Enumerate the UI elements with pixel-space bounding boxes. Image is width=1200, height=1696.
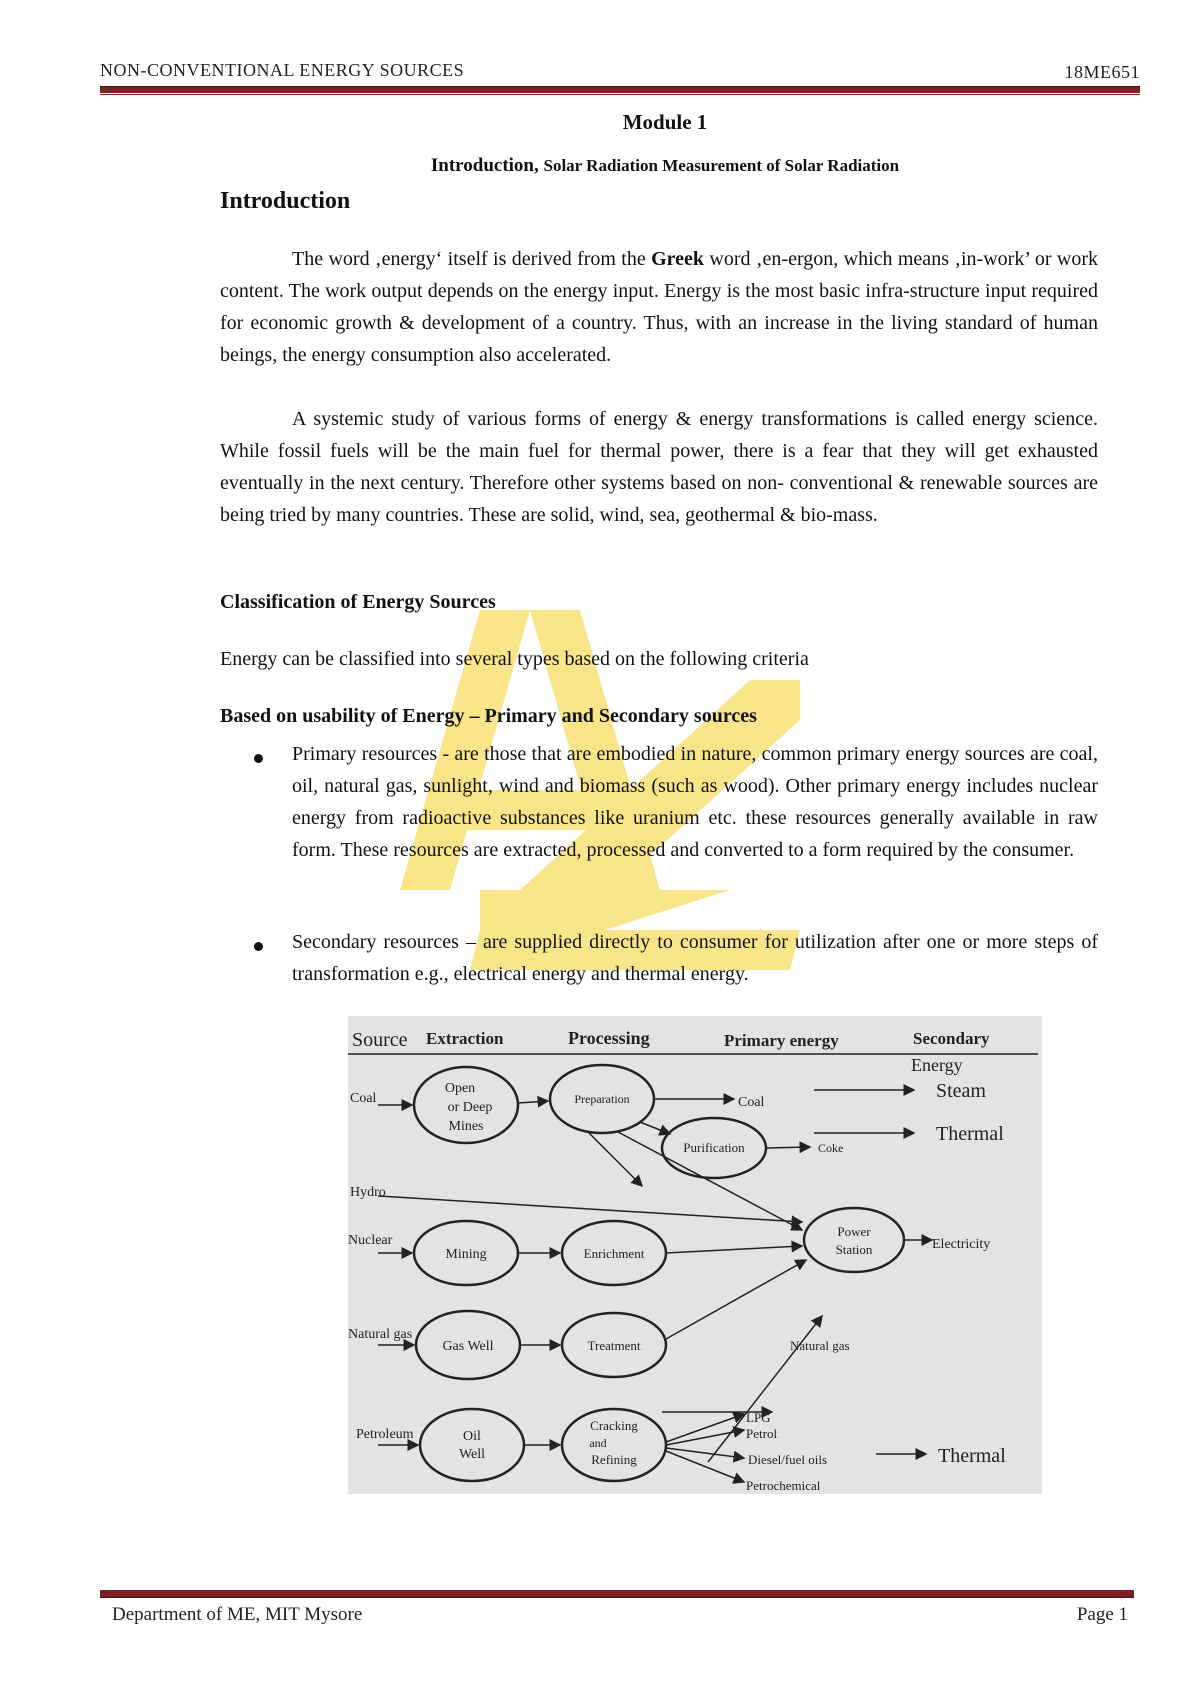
subtitle-rest: Solar Radiation Measurement of Solar Radiation: [543, 156, 900, 175]
fig-output-petrochemical: Petrochemical: [746, 1478, 821, 1493]
fig-label-power-1: Power: [837, 1224, 871, 1239]
fig-label-treatment: Treatment: [587, 1338, 641, 1353]
fig-output-thermal-2: Thermal: [938, 1445, 1006, 1467]
fig-label-power-2: Station: [835, 1242, 873, 1257]
bullet-icon: [254, 942, 263, 951]
header-rule: [100, 86, 1140, 93]
fig-output-electricity: Electricity: [932, 1237, 991, 1252]
fig-output-petrol: Petrol: [746, 1426, 778, 1441]
fig-header-secondary: Secondary: [913, 1029, 990, 1048]
fig-source-coal: Coal: [350, 1091, 377, 1106]
classification-heading: Classification of Energy Sources: [220, 591, 496, 613]
fig-output-coke: Coke: [818, 1141, 844, 1155]
page-footer: [112, 1604, 1128, 1626]
classification-text: Energy can be classified into several types based on the following criteria: [220, 648, 809, 670]
fig-output-thermal-1: Thermal: [936, 1123, 1004, 1145]
fig-source-petroleum: Petroleum: [356, 1427, 414, 1442]
fig-label-oil-1: Oil: [463, 1429, 481, 1444]
fig-label-mines-3: Mines: [448, 1119, 484, 1134]
bullet-icon: [254, 754, 263, 763]
fig-label-crack-1: Cracking: [590, 1418, 638, 1433]
fig-header-primary: Primary energy: [724, 1031, 839, 1050]
fig-source-natural-gas: Natural gas: [348, 1327, 413, 1342]
module-title: Module 1: [622, 110, 708, 134]
fig-label-preparation: Preparation: [574, 1092, 630, 1106]
bullet-secondary: Secondary resources – are supplied directly to consumer for utilization after one or more steps of transformation e.g., electrical energy and thermal energy.: [292, 931, 1098, 985]
fig-node-power-station: [804, 1208, 904, 1272]
footer-rule: [100, 1590, 1134, 1598]
fig-label-enrichment: Enrichment: [583, 1246, 645, 1261]
fig-node-oil-well: [420, 1409, 524, 1481]
fig-header-source: Source: [352, 1029, 408, 1051]
subtitle-lead: Introduction,: [430, 155, 544, 176]
header-course-code: 18ME651: [1064, 62, 1140, 82]
fig-output-coal: Coal: [738, 1095, 765, 1110]
fig-header-processing: Processing: [568, 1028, 650, 1048]
fig-label-crack-3: Refining: [591, 1452, 637, 1467]
fig-label-gas-well: Gas Well: [442, 1339, 494, 1354]
intro-paragraph-1: [220, 243, 1098, 371]
module-subtitle: [0, 155, 1200, 177]
fig-header-energy: Energy: [911, 1055, 963, 1075]
energy-flow-figure: [348, 1016, 1042, 1494]
fig-label-mining: Mining: [445, 1247, 487, 1262]
fig-label-mines-2: or Deep: [447, 1100, 493, 1115]
page-header: [100, 60, 1140, 82]
para1-text-b: word ‚en-ergon, which means ‚in-work’ or work content. The work output depends on the energy input. Energy is the most basic infra-structure input required for economic growth & development of a country. Thus, with an increase in the living standard of human beings, the energy consumption also accelerated.: [220, 248, 1098, 366]
footer-page-number: Page 1: [1076, 1604, 1128, 1625]
fig-output-diesel: Diesel/fuel oils: [748, 1452, 828, 1467]
fig-label-oil-2: Well: [458, 1447, 486, 1462]
intro-heading: Introduction: [220, 188, 351, 214]
para1-text-a: The word ‚energy‘ itself is derived from the: [292, 248, 652, 270]
fig-output-steam: Steam: [936, 1080, 986, 1102]
bullet-primary: Primary resources - are those that are embodied in nature, common primary energy sources are coal, oil, natural gas, sunlight, wind and biomass (such as wood). Other primary energy includes nuclear energy from radioactive substances like uranium etc. these resources generally available in raw form. These resources are extracted, processed and converted to a form required by the consumer.: [292, 743, 1098, 861]
footer-department: Department of ME, MIT Mysore: [112, 1604, 363, 1625]
usability-heading: Based on usability of Energy – Primary and Secondary sources: [220, 705, 757, 727]
fig-source-nuclear: Nuclear: [348, 1233, 393, 1248]
fig-source-hydro: Hydro: [350, 1185, 386, 1200]
fig-label-mines-1: Open: [444, 1081, 476, 1096]
fig-label-crack-2: and: [589, 1436, 607, 1450]
intro-paragraph-2: A systemic study of various forms of energy & energy transformations is called energy science. While fossil fuels will be the main fuel for thermal power, there is a fear that they will get exhausted eventually in the next century. Therefore other systems based on non- conventional & renewable sources are being tried by many countries. These are solid, wind, sea, geothermal & bio-mass.: [220, 408, 1098, 526]
fig-output-natural-gas: Natural gas: [790, 1338, 850, 1353]
header-course-title: NON-CONVENTIONAL ENERGY SOURCES: [100, 60, 465, 80]
fig-label-purification: Purification: [683, 1140, 745, 1155]
fig-output-lpg: LPG: [746, 1410, 771, 1425]
para1-bold: Greek: [651, 248, 705, 270]
fig-header-extraction: Extraction: [426, 1029, 504, 1048]
header-rule-thin: [100, 94, 1140, 95]
